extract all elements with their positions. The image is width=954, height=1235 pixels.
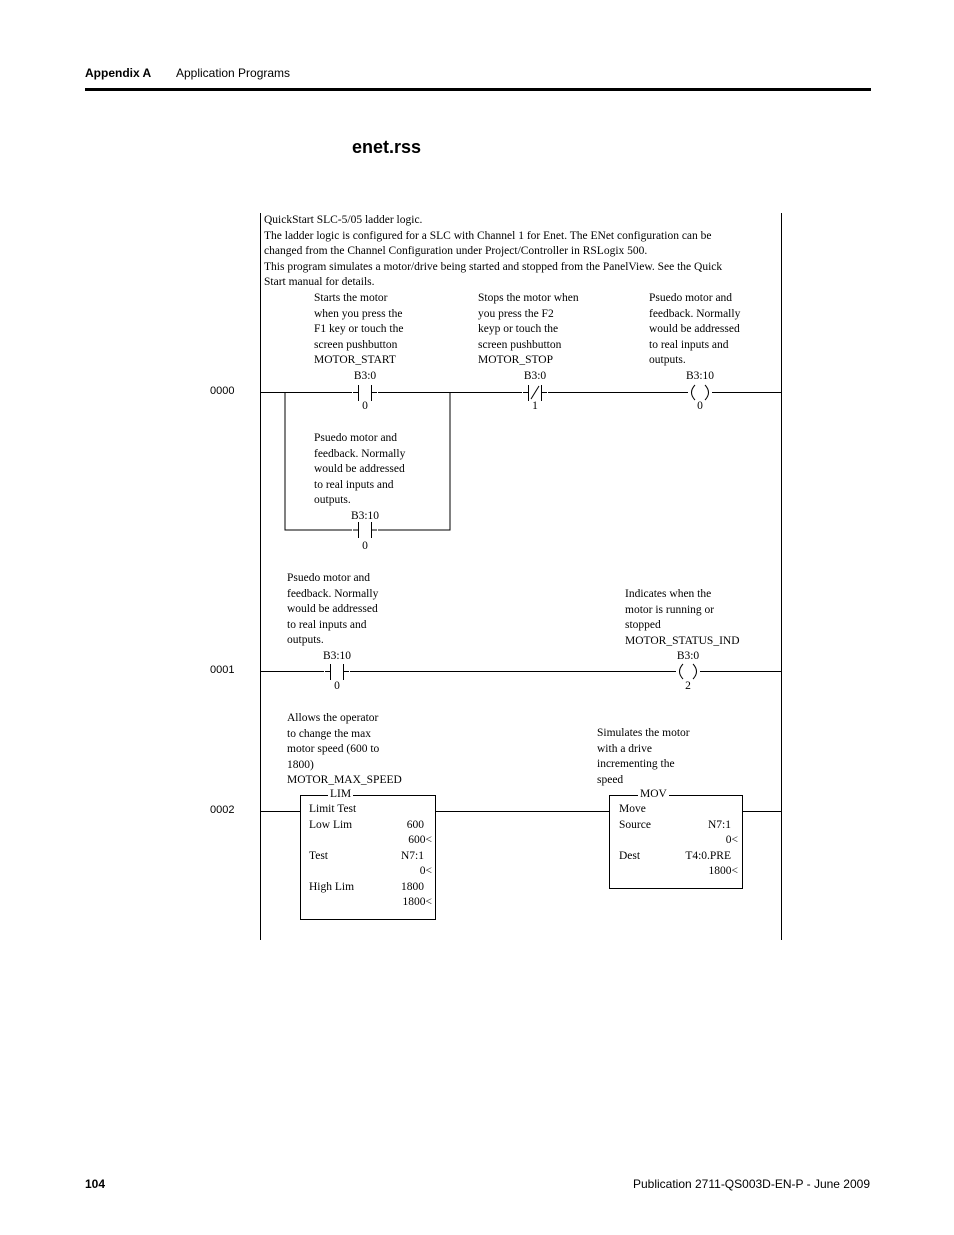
comment-line: MOTOR_STOP <box>478 354 553 366</box>
lim-title: Limit Test <box>309 803 357 815</box>
comment-line: Psuedo motor and <box>287 572 371 584</box>
comment-line: Allows the operator <box>287 712 379 724</box>
comment-line: Psuedo motor and <box>314 432 398 444</box>
comment-line: to real inputs and <box>287 618 367 631</box>
comment-line: outputs. <box>649 354 686 366</box>
comment-line: MOTOR_START <box>314 354 396 366</box>
comment-line: screen pushbutton <box>314 338 398 351</box>
rung-0001-contact-comment <box>287 571 378 649</box>
page-title: enet.rss <box>352 137 422 157</box>
comment-line: Simulates the motor <box>597 727 690 739</box>
mov-dest-current: 1800< <box>708 865 738 877</box>
mov-title: Move <box>619 803 646 815</box>
page-number: 104 <box>85 1177 106 1191</box>
lim-test-label: Test <box>309 850 328 862</box>
comment-line: feedback. Normally <box>287 587 379 600</box>
intro-line: Start manual for details. <box>264 276 375 288</box>
comment-line: feedback. Normally <box>314 447 406 460</box>
comment-line: to real inputs and <box>314 478 394 491</box>
mov-instruction-name: MOV <box>640 788 667 800</box>
rung-0000-start-address: B3:0 <box>353 370 377 382</box>
comment-line: 1800) <box>287 758 314 771</box>
rung-0001-output-coil <box>676 663 700 680</box>
mov-source-label: Source <box>619 819 651 831</box>
comment-line: with a drive <box>597 742 652 755</box>
comment-line: would be addressed <box>649 323 740 335</box>
lim-high-current: 1800< <box>402 896 432 908</box>
rung-0002-mov-comment <box>597 726 690 788</box>
mov-dest-value: T4:0.PRE <box>685 850 731 862</box>
comment-line: speed <box>597 773 624 786</box>
comment-line: Starts the motor <box>314 292 388 304</box>
rung-0001-contact <box>324 664 350 680</box>
lim-test-value: N7:1 <box>401 850 424 862</box>
rung-0000-coil-address: B3:10 <box>685 370 715 382</box>
comment-line: MOTOR_MAX_SPEED <box>287 774 402 786</box>
rung-number: 0002 <box>210 804 235 816</box>
rung-0000-stop-comment <box>478 291 579 369</box>
comment-line: would be addressed <box>314 463 405 475</box>
comment-line: feedback. Normally <box>649 307 741 320</box>
rung-0000-start-comment <box>314 291 403 369</box>
mov-source-value: N7:1 <box>708 819 731 831</box>
comment-line: motor speed (600 to <box>287 743 380 755</box>
lim-low-value: 600 <box>406 819 424 831</box>
rung-0000-coil-bit: 0 <box>697 400 703 412</box>
rung-0000-branch-address: B3:10 <box>350 510 380 522</box>
comment-line: you press the F2 <box>478 307 554 320</box>
comment-line: Stops the motor when <box>478 292 579 304</box>
lim-low-label: Low Lim <box>309 819 353 831</box>
rung-0000-coil-comment <box>649 291 740 369</box>
rung-number: 0001 <box>210 664 235 676</box>
lim-high-label: High Lim <box>309 881 355 893</box>
mov-dest-label: Dest <box>619 850 641 862</box>
comment-line: to change the max <box>287 727 371 740</box>
intro-line: changed from the Channel Configuration under Project/Controller in RSLogix 500. <box>264 245 648 257</box>
rung-0001-contact-address: B3:10 <box>322 650 352 662</box>
lim-instruction-name: LIM <box>330 788 352 800</box>
mov-source-current: 0< <box>725 834 738 846</box>
rung-0002-lim-comment <box>287 711 402 789</box>
rung-0001-coil-comment <box>625 587 740 649</box>
rung-number: 0000 <box>210 385 235 397</box>
comment-line: incrementing the <box>597 758 675 770</box>
lim-high-value: 1800 <box>401 881 424 893</box>
intro-comment <box>264 213 722 291</box>
comment-line: keyp or touch the <box>478 323 559 335</box>
comment-line: when you press the <box>314 307 403 320</box>
comment-line: Psuedo motor and <box>649 292 733 304</box>
rung-0001-coil-bit: 2 <box>685 680 691 692</box>
appendix-label: Appendix A <box>85 66 152 80</box>
rung-0000-branch-comment <box>314 431 405 509</box>
comment-line: F1 key or touch the <box>314 323 404 335</box>
comment-line: outputs. <box>287 634 324 646</box>
rung-0000-stop-bit: 1 <box>532 400 538 412</box>
comment-line: would be addressed <box>287 603 378 615</box>
section-title: Application Programs <box>176 66 291 80</box>
comment-line: screen pushbutton <box>478 338 562 351</box>
lim-test-current: 0< <box>419 865 432 877</box>
intro-line: The ladder logic is configured for a SLC with Channel 1 for Enet. The ENet configuration can be <box>264 229 712 242</box>
intro-line: QuickStart SLC-5/05 ladder logic. <box>264 214 423 226</box>
rung-0000-start-bit: 0 <box>362 400 368 412</box>
comment-line: MOTOR_STATUS_IND <box>625 634 740 647</box>
rung-0000-branch-bit: 0 <box>362 540 368 552</box>
rung-0001-coil-address: B3:0 <box>676 650 700 662</box>
comment-line: motor is running or <box>625 603 715 616</box>
publication-info: Publication 2711-QS003D-EN-P - June 2009 <box>632 1177 870 1191</box>
rung-0000-stop-address: B3:0 <box>523 370 547 382</box>
comment-line: stopped <box>625 619 661 631</box>
intro-line: This program simulates a motor/drive being started and stopped from the PanelView. See the Quick <box>264 260 723 273</box>
comment-line: outputs. <box>314 494 351 506</box>
lim-low-current: 600< <box>408 834 432 846</box>
comment-line: to real inputs and <box>649 338 729 351</box>
comment-line: Indicates when the <box>625 588 712 600</box>
rung-0001-contact-bit: 0 <box>334 680 340 692</box>
